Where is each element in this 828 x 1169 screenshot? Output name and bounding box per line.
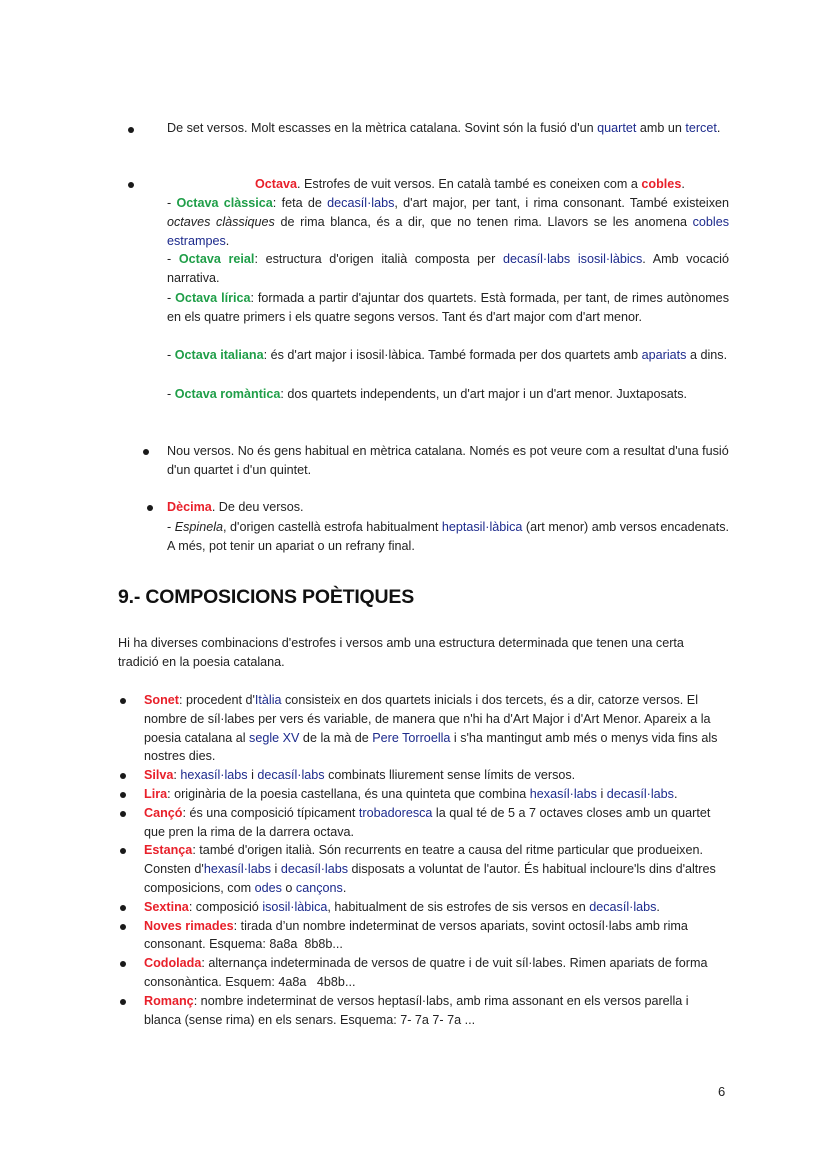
hexasillabs-link[interactable]: hexasíl·labs — [180, 768, 248, 783]
text: : formada a partir d'ajuntar dos quartets. Està formada, per tant, de rimes autònomes en els quatre primers i els quatre segons versos. Tant és d'art major com d'art menor. — [167, 291, 729, 324]
decasillabs-link[interactable]: decasíl·labs — [327, 196, 395, 210]
sonet-title: Sonet — [144, 693, 179, 707]
dash: - — [167, 252, 179, 266]
octava-italiana-label: Octava italiana — [174, 348, 264, 362]
octava-reial — [167, 250, 729, 288]
text: : procedent d' — [178, 693, 255, 707]
list-item-romanc — [118, 992, 728, 1030]
text: . Amb vocació narrativa. — [167, 252, 729, 285]
list-item-codolada — [118, 954, 728, 992]
list-item-noves-rimades — [118, 917, 728, 955]
dash: - — [167, 520, 175, 534]
octava-classica-label: Octava clàssica — [176, 196, 273, 210]
text: : és una composició típicament — [182, 805, 359, 820]
list-item-sextina — [118, 898, 728, 917]
hexasillabs-link[interactable]: hexasíl·labs — [203, 862, 272, 877]
octava-title: Octava — [255, 177, 298, 191]
text: : tirada d’un nombre indeterminat de versos apariats, sovint octosíl·labs amb rima consonant. Esquema: 8a8a 8b8b... — [144, 918, 692, 952]
canco-title: Cançó — [144, 805, 183, 820]
text: consisteix en dos quartets inicials i dos tercets, és a dir, catorze versos. El nombre de síl·labes per vers és variable, de manera que n'hi ha d'Art Major i d'Art Menor. Apareix a la poesia catalana al — [144, 693, 711, 745]
octava-romantica — [167, 385, 729, 404]
odes-link[interactable]: odes — [254, 880, 282, 895]
bullet-icon — [120, 848, 126, 854]
octava-lirica-label: Octava lírica — [175, 291, 251, 305]
apariats-link[interactable]: apariats — [641, 348, 687, 362]
text: : — [173, 768, 181, 783]
dash: - — [167, 387, 175, 401]
tercet-link[interactable]: tercet — [685, 121, 717, 135]
text: : estructura d'origen italià composta per — [254, 252, 504, 266]
estanca-title: Estança — [144, 843, 193, 858]
romanc-title: Romanç — [144, 993, 194, 1008]
octava-text: . Estrofes de vuit versos. En català també es coneixen com a — [297, 177, 642, 191]
italia-link[interactable]: Itàlia — [254, 693, 282, 707]
text: a dins. — [686, 348, 728, 362]
septet-text: amb un — [636, 121, 686, 135]
text: : alternança indeterminada de versos de quatre i de vuit síl·labes. Rimen apariats de forma consonàntica. Esquem: 4a8a 4b8b... — [144, 956, 711, 989]
text: : també d'origen italià. Són recurrents en teatre a causa del ritme particular que produeixen. Consten d' — [144, 843, 703, 877]
octava-lirica — [167, 289, 729, 327]
section-heading: 9.- COMPOSICIONS POÈTIQUES — [118, 586, 415, 608]
septet-paragraph — [167, 119, 729, 138]
noves-rimades-title: Noves rimades — [144, 918, 234, 933]
heptasillabica-link[interactable]: heptasil·làbica — [441, 520, 523, 534]
text: : nombre indeterminat de versos heptasíl·labs, amb rima assonant en els versos parella i blanca (sense rima) en els senars. Esquema: 7- 7a 7- 7a ... — [144, 993, 689, 1027]
sextina-title: Sextina — [144, 899, 189, 914]
text: de la mà de — [299, 730, 373, 745]
list-item-sonet — [118, 691, 728, 766]
octava-reial-label: Octava reial — [178, 252, 255, 266]
italic-text: octaves clàssiques — [167, 214, 275, 229]
decima-title-line — [167, 498, 729, 517]
list-item-lira — [118, 785, 728, 804]
nou-versos-paragraph — [167, 442, 729, 480]
section-intro — [118, 634, 718, 672]
text: i s'ha mantingut amb més o menys vida fins als nostres dies. — [144, 730, 718, 764]
octava-italiana — [167, 346, 729, 365]
decima-text: . De deu versos. — [211, 500, 304, 514]
pere-torroella-link[interactable]: Pere Torroella — [372, 730, 451, 745]
text: combinats lliurement sense límits de versos. — [324, 768, 576, 783]
text: la qual té de 5 a 7 octaves closes amb un quartet que pren la rima de la darrera octava. — [144, 805, 711, 839]
intro-text: Hi ha diverses combinacions d'estrofes i versos amb una estructura determinada que tenen una certa tradició en la poesia catalana. — [118, 636, 684, 669]
text: : és d'art major i isosil·làbica. També formada per dos quartets amb — [263, 348, 642, 362]
text: : dos quartets independents, un d'art major i un d'art menor. Juxtaposats. — [280, 387, 688, 401]
decasillabs-link[interactable]: decasíl·labs — [589, 899, 657, 914]
text: de rima blanca, és a dir, que no tenen rima. Llavors se les anomena — [274, 214, 693, 229]
text: . — [673, 786, 678, 801]
cobles-estrampes-link[interactable]: cobles estrampes — [167, 214, 729, 248]
list-item-silva — [118, 766, 728, 785]
bullet-icon — [120, 811, 126, 817]
text: . — [342, 880, 347, 895]
text: disposats a voluntat de l'autor. És habitual incloure'ls dins d'altres composicions, com — [144, 862, 716, 895]
bullet-icon — [128, 127, 134, 133]
text: : composició — [188, 899, 263, 914]
text: i — [596, 786, 607, 801]
segle-xv-link[interactable]: segle XV — [249, 730, 300, 745]
text: : originària de la poesia castellana, és una quinteta que combina — [167, 786, 530, 801]
decasillabs-link[interactable]: decasíl·labs — [257, 768, 325, 783]
bullet-icon — [128, 182, 134, 188]
cobles-term: cobles — [641, 177, 682, 191]
decasillabs-link[interactable]: decasíl·labs — [280, 862, 349, 877]
octava-text: . — [681, 177, 685, 191]
text: , d'origen castellà estrofa habitualment — [223, 520, 442, 534]
text: , d'art major, per tant, i rima consonant. També existeixen — [394, 196, 729, 210]
decasillabs-link[interactable]: decasíl·labs — [606, 786, 674, 801]
trobadoresca-link[interactable]: trobadoresca — [358, 805, 433, 820]
compositions-list — [118, 691, 728, 1029]
text: : feta de — [272, 196, 328, 210]
octava-classica — [167, 194, 729, 250]
text: o — [281, 880, 296, 895]
octava-title-line — [255, 175, 729, 194]
dash: - — [167, 291, 176, 305]
bullet-icon — [120, 773, 126, 779]
bullet-icon — [120, 961, 126, 967]
text: , habitualment de sis estrofes de sis versos en — [327, 899, 590, 914]
nou-versos-text: Nou versos. No és gens habitual en mètrica catalana. Només es pot veure com a resultat d'una fusió d'un quartet i d'un quintet. — [167, 444, 729, 477]
quartet-link[interactable]: quartet — [597, 121, 637, 135]
bullet-icon — [120, 924, 126, 930]
espinela-term: Espinela — [174, 520, 224, 534]
isosillabica-link[interactable]: isosil·làbica — [262, 899, 328, 914]
lira-title: Lira — [144, 786, 168, 801]
cancons-link[interactable]: cançons — [295, 880, 343, 895]
text: (art menor) amb versos encadenats. A més, pot tenir un apariat o un refrany final. — [167, 520, 729, 553]
text: i — [271, 862, 281, 877]
page-number: 6 — [718, 1084, 726, 1099]
septet-text: De set versos. Molt escasses en la mètrica catalana. Sovint són la fusió d'un — [167, 121, 598, 135]
dash: - — [167, 196, 177, 210]
bullet-icon — [120, 792, 126, 798]
bullet-icon — [120, 698, 126, 704]
bullet-icon — [147, 505, 153, 511]
text: . — [225, 233, 230, 248]
bullet-icon — [120, 999, 126, 1005]
decima-espinela — [167, 518, 729, 556]
bullet-icon — [143, 449, 149, 455]
hexasillabs-link[interactable]: hexasíl·labs — [529, 786, 597, 801]
list-item-estanca — [118, 841, 728, 897]
codolada-title: Codolada — [144, 956, 202, 971]
silva-title: Silva — [144, 768, 174, 783]
octava-romantica-label: Octava romàntica — [174, 387, 281, 401]
text: . — [656, 899, 660, 914]
bullet-icon — [120, 905, 126, 911]
dash: - — [167, 348, 175, 362]
decasillabs-isosillabics-link[interactable]: decasíl·labs isosil·làbics — [503, 252, 643, 266]
decima-title: Dècima — [167, 500, 212, 514]
septet-text: . — [716, 121, 721, 135]
text: i — [247, 768, 258, 783]
list-item-canco — [118, 804, 728, 842]
